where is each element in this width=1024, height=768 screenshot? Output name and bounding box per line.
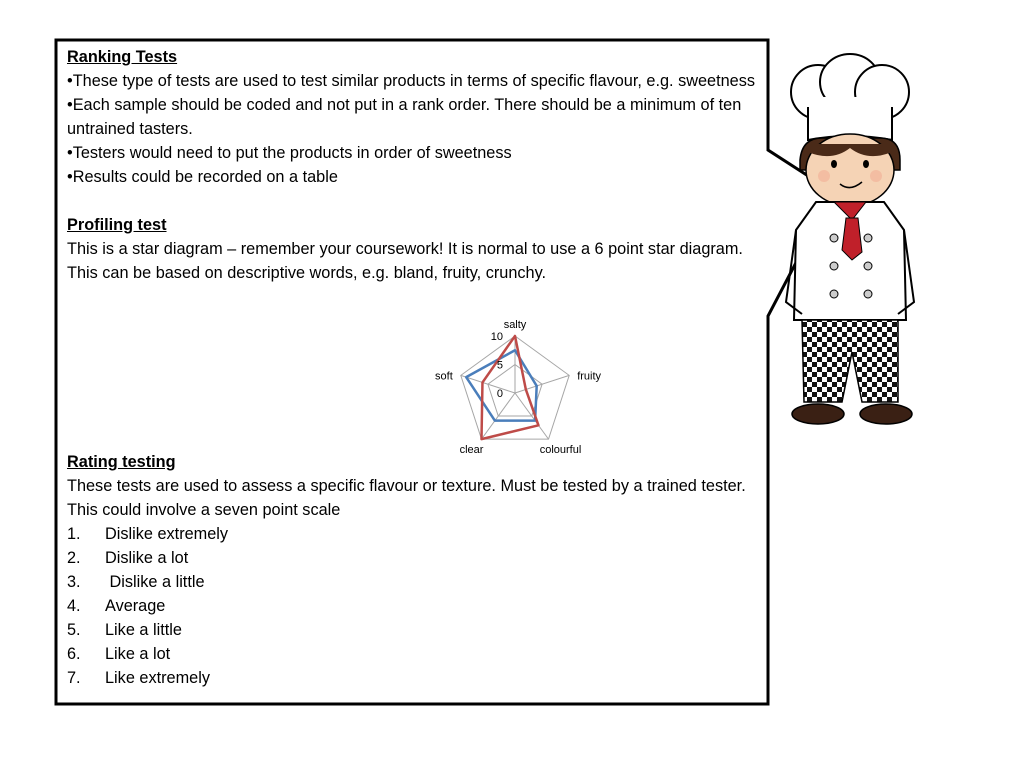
radar-category-label: colourful bbox=[539, 444, 582, 457]
star-diagram bbox=[420, 310, 620, 465]
profiling-heading: Profiling test bbox=[67, 216, 167, 234]
scale-item: 3. Dislike a little bbox=[67, 573, 205, 591]
scale-item: 6. Like a lot bbox=[67, 645, 171, 663]
radar-category-label: clear bbox=[459, 444, 484, 457]
ranking-heading: Ranking Tests bbox=[67, 48, 178, 66]
chef-illustration bbox=[782, 52, 918, 428]
ranking-bullet: •These type of tests are used to test similar products in terms of specific flavour, e.g. sweetness bbox=[67, 72, 756, 90]
rating-heading: Rating testing bbox=[67, 453, 176, 471]
ranking-bullet: •Results could be recorded on a table bbox=[67, 168, 338, 186]
radar-spoke bbox=[461, 375, 515, 393]
slide-text bbox=[67, 45, 757, 690]
radar-series-2 bbox=[481, 336, 538, 439]
scale-item: 4. Average bbox=[67, 597, 166, 615]
rating-text: These tests are used to assess a specific flavour or texture. Must be tested by a trained tester. This could involve a seven point scale bbox=[67, 477, 746, 519]
radar-tick-label: 10 bbox=[490, 331, 503, 343]
profiling-text: This is a star diagram – remember your coursework! It is normal to use a 6 point star diagram. This can be based on descriptive words, e.g. bland, fruity, crunchy. bbox=[67, 240, 743, 282]
scale-item: 7. Like extremely bbox=[67, 669, 210, 687]
radar-category-label: soft bbox=[435, 370, 453, 383]
scale-item: 5. Like a little bbox=[67, 621, 182, 639]
radar-category-label: salty bbox=[503, 319, 527, 331]
scale-item: 2. Dislike a lot bbox=[67, 549, 189, 567]
radar-tick-label: 0 bbox=[496, 388, 503, 400]
ranking-bullet: •Each sample should be coded and not put in a rank order. There should be a minimum of ten untrained tasters. bbox=[67, 96, 742, 138]
ranking-bullet: •Testers would need to put the products in order of sweetness bbox=[67, 144, 512, 162]
radar-tick-label: 5 bbox=[496, 359, 503, 372]
radar-category-label: fruity bbox=[577, 370, 602, 383]
scale-item: 1. Dislike extremely bbox=[67, 525, 229, 543]
